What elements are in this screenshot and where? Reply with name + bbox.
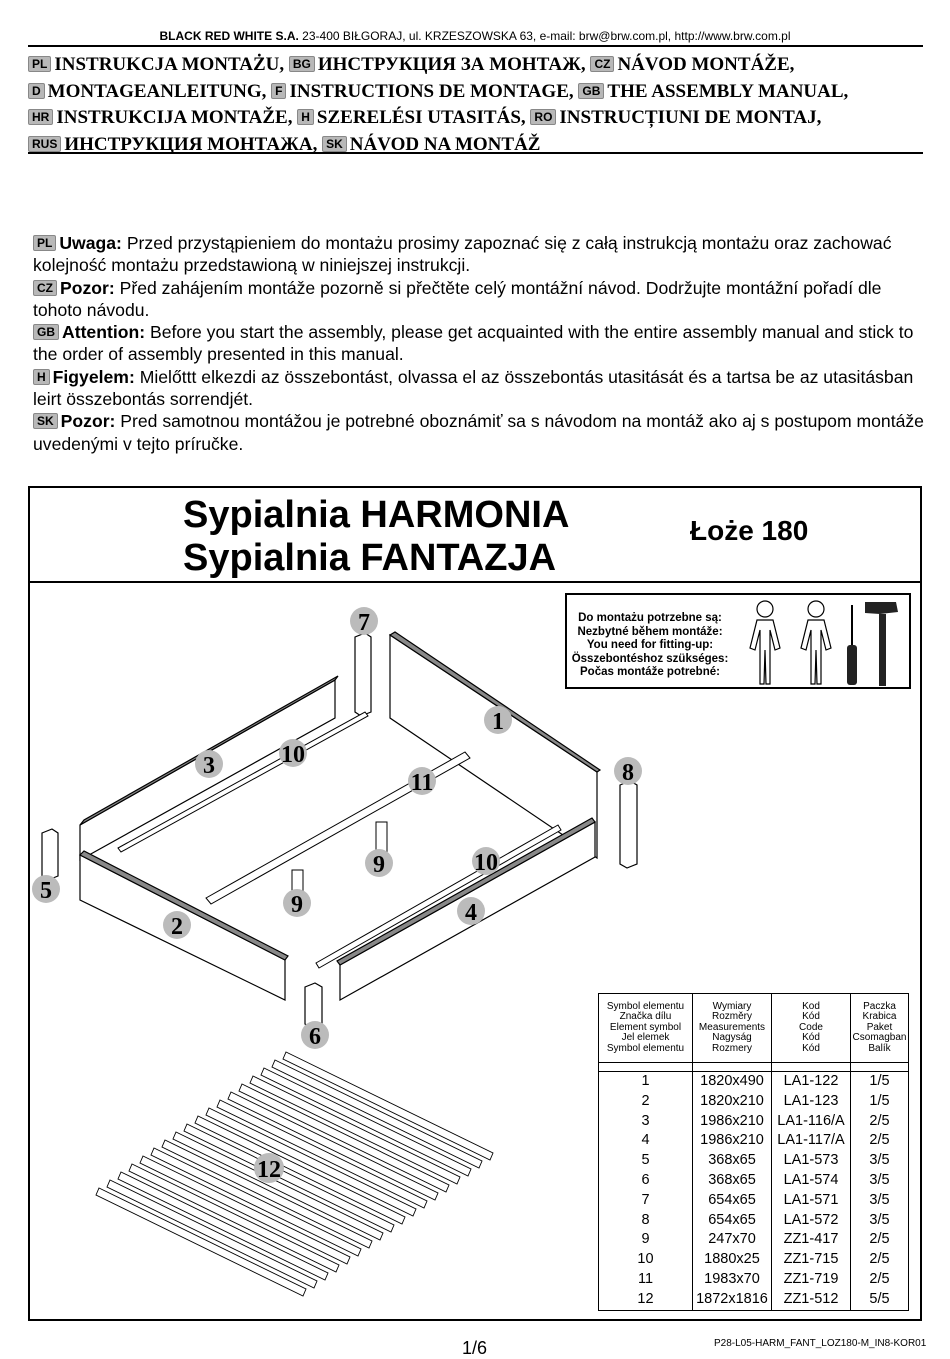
lang-title: THE ASSEMBLY MANUAL, [607, 80, 849, 102]
part-number: 10 [474, 850, 498, 876]
cell: 1986x210 [693, 1131, 772, 1151]
cell: ZZ1-512 [772, 1290, 851, 1310]
lang-tag: H [297, 109, 314, 125]
cell: LA1-572 [772, 1211, 851, 1231]
header-text: Wymiary Rozměry Measurements Nagyság Rozmery [698, 1000, 766, 1054]
lang-tag: HR [28, 109, 53, 125]
cell: 8 [599, 1211, 693, 1231]
table-row [599, 1092, 909, 1112]
leg-8 [620, 781, 637, 868]
lang-tag: SK [322, 136, 347, 152]
table-row [599, 1112, 909, 1132]
part-number: 8 [622, 760, 634, 786]
cell: 3 [599, 1112, 693, 1132]
cell: LA1-574 [772, 1171, 851, 1191]
cell: 2/5 [851, 1112, 909, 1132]
label-9a [365, 849, 393, 878]
note-text: Před zahájením montáže pozorně si přečtěte celý montážní návod. Dodržujte montážní pořadí dle tohoto návodu. [33, 277, 882, 320]
header-text: Symbol elementu Značka dílu Element symbol Jel elemek Symbol elementu [606, 1000, 685, 1054]
cell: 7 [599, 1191, 693, 1211]
table-row [599, 1290, 909, 1310]
tools-line: Nezbytné během montáže: [577, 625, 723, 638]
part-number: 10 [281, 742, 305, 768]
cell: 1/5 [851, 1072, 909, 1092]
cell: 1820x490 [693, 1072, 772, 1092]
leg-7 [355, 633, 371, 716]
label-5 [32, 875, 60, 904]
lang-title: ИНСТРУКЦИЯ МОНТАЖА, [64, 133, 318, 155]
note-text: Pred samotnou montážou je potrebné oboznámiť sa s návodom na montáž ako aj s postupom montáže uvedenými v tejto príručke. [33, 411, 924, 454]
cell: 247x70 [693, 1230, 772, 1250]
cell: LA1-571 [772, 1191, 851, 1211]
lang-tag: BG [289, 56, 315, 72]
table-row [599, 1211, 909, 1231]
table-row [599, 1072, 909, 1092]
cell: 3/5 [851, 1191, 909, 1211]
lang-title: INSTRUCTIONS DE MONTAGE, [289, 80, 574, 102]
cell: 1 [599, 1072, 693, 1092]
page-number: 1/6 [462, 1338, 488, 1358]
document-code: P28-L05-HARM_FANT_LOZ180-M_IN8-KOR01 [714, 1338, 927, 1349]
part-number: 3 [203, 753, 215, 779]
lang-title: SZERELÉSI UTASITÁS, [316, 107, 526, 128]
label-10b [472, 847, 500, 876]
cell: 12 [599, 1290, 693, 1310]
lang-tag: SK [33, 413, 58, 429]
col-symbol [599, 994, 693, 1063]
table-header-row [599, 994, 909, 1063]
cell: 3/5 [851, 1171, 909, 1191]
headboard-panel [390, 632, 600, 858]
cell: 4 [599, 1131, 693, 1151]
cell: 2 [599, 1092, 693, 1112]
part-number: 1 [492, 709, 504, 735]
label-10a [279, 739, 307, 768]
header-text: Kod Kód Code Kód Kód [799, 1000, 823, 1054]
cell: 3/5 [851, 1151, 909, 1171]
cell: 2/5 [851, 1230, 909, 1250]
lang-tag: CZ [33, 280, 57, 296]
lang-tag: GB [33, 324, 59, 340]
cell: 2/5 [851, 1270, 909, 1290]
company-address: 23-400 BIŁGORAJ, ul. KRZESZOWSKA 63, e-mail: brw@brw.com.pl, http://www.brw.com.pl [302, 29, 791, 43]
col-code [772, 994, 851, 1063]
tools-line: Összebontéshoz szükséges: [571, 652, 729, 665]
lang-title: INSTRUKCJA MONTAŻU, [54, 54, 285, 75]
part-number: 2 [171, 914, 183, 940]
lang-title: NÁVOD NA MONTÁŽ [349, 133, 541, 155]
hammer-icon [865, 602, 898, 686]
note-label: Pozor: [60, 277, 115, 298]
cell: LA1-117/A [772, 1131, 851, 1151]
tools-line: You need for fitting-up: [586, 639, 714, 651]
note-text: Przed przystąpieniem do montażu prosimy zapoznać się z całą instrukcją montażu oraz zachować kolejność montażu przedstawioną w niniejszej instrukcji. [33, 233, 892, 276]
title-line-1: Sypialnia HARMONIA [183, 494, 570, 536]
cell: 1880x25 [693, 1250, 772, 1270]
table-row [599, 1131, 909, 1151]
label-12 [254, 1153, 284, 1183]
table-spacer [599, 1063, 909, 1072]
cell: LA1-573 [772, 1151, 851, 1171]
cell: 6 [599, 1171, 693, 1191]
cell: 1986x210 [693, 1112, 772, 1132]
cell: ZZ1-417 [772, 1230, 851, 1250]
title-line-2: Sypialnia FANTAZJA [183, 537, 557, 579]
note-text: Before you start the assembly, please get acquainted with the entire assembly manual and stick to the order of assembly presented in this manual. [33, 322, 914, 365]
lang-title: ИНСТРУКЦИЯ ЗА МОНТАЖ, [317, 54, 586, 75]
lang-title: INSTRUCȚIUNI DE MONTAJ, [559, 107, 822, 128]
screwdriver-icon [847, 605, 857, 685]
lang-tag: D [28, 83, 45, 99]
lang-tag: RO [530, 109, 556, 125]
cell: 1820x210 [693, 1092, 772, 1112]
tools-line: Počas montáže potrebné: [580, 666, 720, 678]
cell: 368x65 [693, 1151, 772, 1171]
label-7 [350, 607, 378, 636]
table-row [599, 1250, 909, 1270]
product-name: Łoże 180 [690, 515, 809, 546]
note-label: Attention: [62, 322, 146, 343]
cell: LA1-123 [772, 1092, 851, 1112]
leg-5 [42, 829, 58, 880]
cell: 2/5 [851, 1250, 909, 1270]
person-icon [801, 601, 831, 684]
cell: 5/5 [851, 1290, 909, 1310]
cell: 1/5 [851, 1092, 909, 1112]
table-row [599, 1191, 909, 1211]
label-9b [283, 889, 311, 918]
cell: LA1-116/A [772, 1112, 851, 1132]
cell: 1872x1816 [693, 1290, 772, 1310]
part-number: 9 [373, 852, 385, 878]
part-number: 7 [358, 610, 370, 636]
cell: 10 [599, 1250, 693, 1270]
tools-line: Do montażu potrzebne są: [578, 612, 722, 624]
note-label: Figyelem: [52, 366, 135, 387]
lang-tag: PL [33, 235, 56, 251]
cell: 5 [599, 1151, 693, 1171]
lang-tag: CZ [590, 56, 614, 72]
note-label: Pozor: [60, 411, 116, 432]
table-row [599, 1230, 909, 1250]
cell: 2/5 [851, 1131, 909, 1151]
lang-title: INSTRUKCIJA MONTAŽE, [56, 107, 293, 128]
company-name: BLACK RED WHITE S.A. [159, 29, 299, 43]
label-6 [301, 1021, 329, 1050]
part-number: 9 [291, 892, 303, 918]
lang-tag: GB [578, 83, 604, 99]
note-label: Uwaga: [59, 233, 122, 253]
cell: LA1-122 [772, 1072, 851, 1092]
part-number: 5 [40, 878, 52, 904]
part-number: 11 [410, 770, 434, 796]
lang-title: NÁVOD MONTÁŽE, [617, 54, 795, 75]
cell: 9 [599, 1230, 693, 1250]
label-11 [408, 767, 436, 796]
table-row [599, 1151, 909, 1171]
cell: 368x65 [693, 1171, 772, 1191]
cell: 1983x70 [693, 1270, 772, 1290]
part-number: 12 [257, 1157, 281, 1183]
slat-grid-12 [96, 1052, 493, 1296]
lang-tag: RUS [28, 136, 61, 152]
label-8 [614, 757, 642, 786]
note-text: Mielőttt elkezdi az összebontást, olvassa el az összebontás utasitását és a tartsa be az utasitásban leirt összebontás sorrendjét. [33, 366, 914, 410]
cell: 11 [599, 1270, 693, 1290]
cell: ZZ1-715 [772, 1250, 851, 1270]
lang-title: MONTAGEANLEITUNG, [47, 80, 267, 102]
person-icon [750, 601, 780, 684]
col-package [851, 994, 909, 1063]
cell: 654x65 [693, 1211, 772, 1231]
table-row [599, 1270, 909, 1290]
parts-table [598, 993, 909, 1311]
part-number: 4 [465, 900, 477, 926]
lang-tag: F [271, 83, 286, 99]
lang-tag: H [33, 369, 50, 385]
table-row [599, 1171, 909, 1191]
cell: 3/5 [851, 1211, 909, 1231]
cell: ZZ1-719 [772, 1270, 851, 1290]
part-number: 6 [309, 1024, 321, 1050]
cell: 654x65 [693, 1191, 772, 1211]
col-measurements [693, 994, 772, 1063]
header-text: Paczka Krabica Paket Csomagban Balík [852, 1000, 907, 1054]
support-9a [376, 822, 387, 852]
lang-tag: PL [28, 56, 51, 72]
